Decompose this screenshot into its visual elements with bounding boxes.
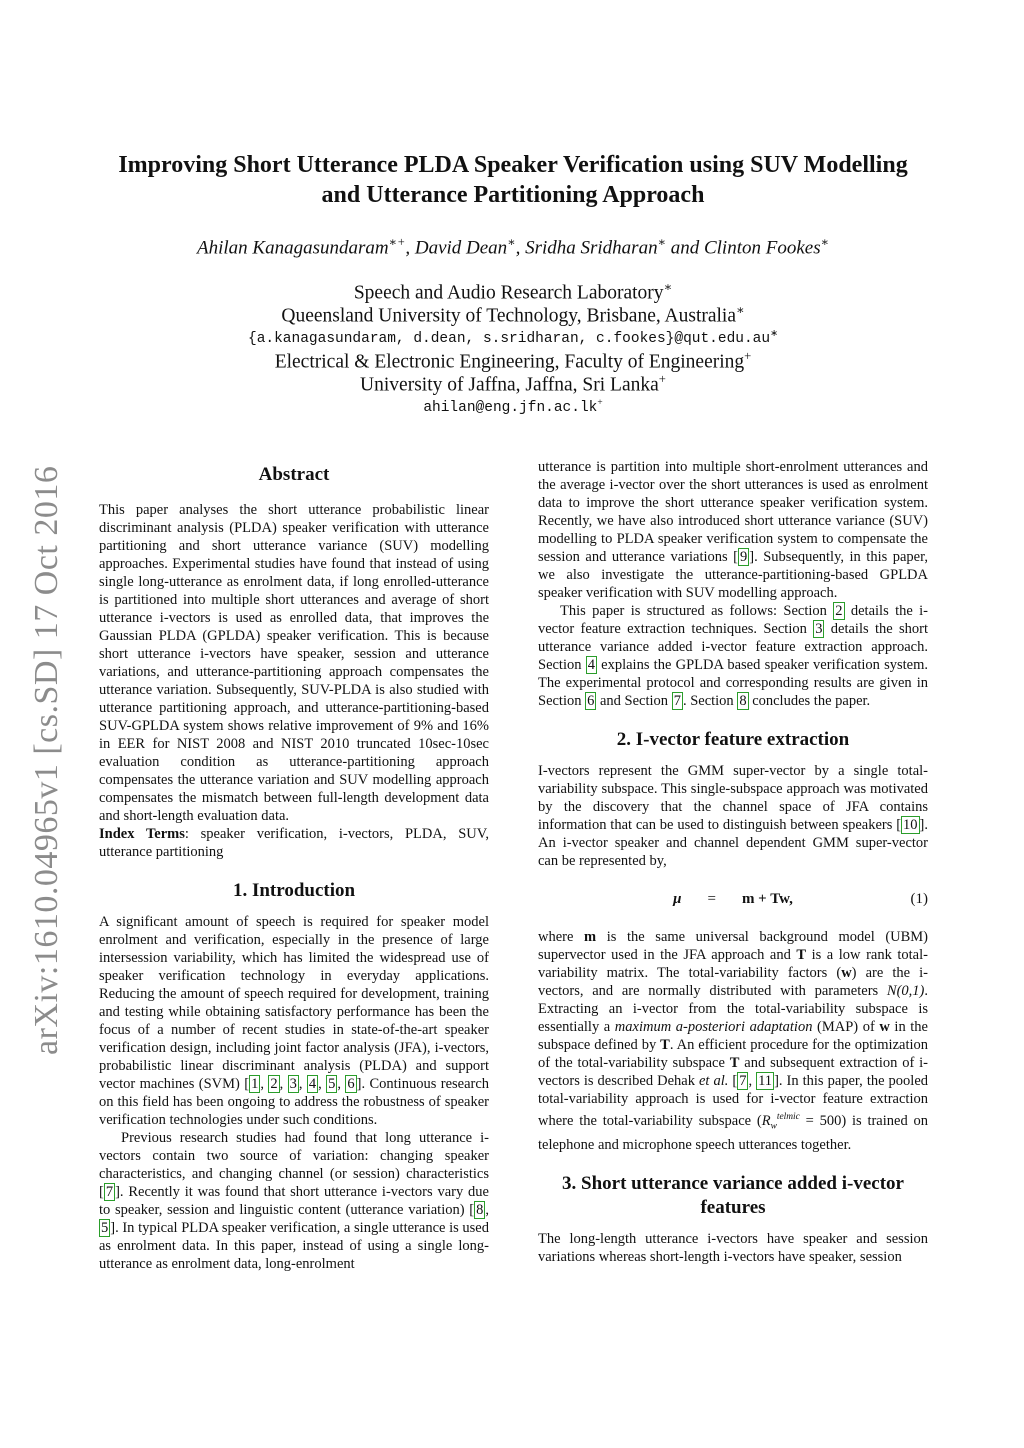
text-run: = 500) is trained on telephone and microphone speech utterances together. <box>538 1112 928 1153</box>
affil-mark: ∗ <box>736 303 745 317</box>
section-link[interactable]: 7 <box>673 693 681 709</box>
text-run: in the subspace defined by <box>538 1019 928 1053</box>
paper-title <box>90 150 936 210</box>
citation-link[interactable]: 3 <box>289 1076 297 1092</box>
text-run: concludes the paper. <box>748 693 871 709</box>
affiliation-text: Electrical & Electronic Engineering, Faculty of Engineering <box>274 351 745 373</box>
intro-paragraph-2: Previous research studies had found that long utterance i-vectors contain two source of variation: changing speaker characteristics, and changing channel (or session) characteristics [ 7 ]. Recently it was found that short utterance i-vectors vary due to speaker, session and linguistic content (utterance variation) [ 8 , 5 ]. In typical PLDA speaker verification, a single utterance is used as enrolment data. In this paper, instead of using a single long-utterance as enrolment data, long-enrolment <box>99 1130 489 1272</box>
ivector-section-heading: 2. I-vector feature extraction <box>616 729 850 750</box>
citation-link[interactable]: 6 <box>347 1076 355 1092</box>
paper-structure-paragraph <box>538 602 928 710</box>
section-link[interactable]: 6 <box>587 693 595 709</box>
citation-link[interactable]: 7 <box>105 1184 114 1200</box>
text-run: and Section <box>596 693 672 709</box>
index-terms <box>99 825 489 861</box>
email-text: {a.kanagasundaram, d.dean, s.sridharan, c.fookes}@qut.edu.au <box>248 330 771 347</box>
section-link[interactable]: 3 <box>815 621 823 637</box>
author-name: Ahilan Kanagasundaram <box>197 237 389 259</box>
introduction-heading: 1. Introduction <box>232 880 356 901</box>
text-run: utterance is partition into multiple short-enrolment utterances and the average i-vector over the short utterances is used as enrolment data to improve the short utterance speaker verification system. Recently, we have also introduced short utterance variance (SUV) modelling to PLDA speaker verification system to compensate the session and utterance variations [ <box>538 459 928 565</box>
left-column <box>99 455 489 1273</box>
author-list <box>90 230 936 260</box>
suv-paragraph-1: The long-length utterance i-vectors have speaker and session variations whereas short-length i-vectors have speaker, session <box>538 1230 928 1265</box>
text-run: explains the GPLDA based speaker verification system. The experimental protocol and corresponding results are given in Section <box>538 657 928 709</box>
text-run: . Extracting an i-vector from the total-variability subspace is essentially a <box>538 983 928 1035</box>
text-run: (MAP) of <box>812 1019 880 1035</box>
citation-link[interactable]: 7 <box>739 1073 747 1089</box>
heading-line: features <box>700 1196 766 1218</box>
index-terms-label: Index Terms <box>99 826 185 842</box>
equation-number: (1) <box>910 891 928 907</box>
math-symbol: m <box>584 929 597 945</box>
math-superscript: telmic <box>776 1112 800 1122</box>
citation-link[interactable]: 1 <box>251 1076 259 1092</box>
text-run: details the i-vector feature extraction techniques. Section <box>538 603 928 637</box>
abstract-heading: Abstract <box>258 464 330 485</box>
author-name: , Sridha Sridharan <box>515 237 658 259</box>
author-affil-mark: ∗+ <box>388 235 406 249</box>
citation-link[interactable]: 8 <box>476 1202 484 1218</box>
text-run: This paper is structured as follows: Section <box>560 603 834 619</box>
math-symbol: T <box>796 947 807 963</box>
math-symbol: T <box>729 1055 740 1071</box>
affil-mark: + <box>744 349 752 363</box>
citation-link[interactable]: 9 <box>739 549 748 565</box>
text-run: . Section <box>682 693 738 709</box>
text-run: ]. In this paper, the pooled total-variability approach is used for i-vector feature extraction where the total-variability subspace ( <box>538 1073 929 1129</box>
text-run: I-vectors represent the GMM super-vector by a single total-variability subspace. This single-subspace approach was motivated by the discovery that the channel space of JFA contains information that can be used to distinguish between speakers [ <box>538 763 928 833</box>
text-run: is the same universal background model (UBM) supervector used in the JFA approach and <box>538 929 929 963</box>
citation-link[interactable]: 5 <box>101 1220 109 1236</box>
ivector-paragraph-2: where m is the same universal background model (UBM) supervector used in the JFA approach and T is a low rank total-variability matrix. The total-variability factors (w) are the i-vectors, and are normally distributed with parameters N(0,1). Extracting an i-vector from the total-variability subspace is essentially a maximum a-posteriori adaptation (MAP) of w in the subspace defined by T. An efficient procedure for the optimization of the total-variability subspace T and subsequent extraction of i-vectors is described Dehak et al. [ 7 , 11 ]. In this paper, the pooled total-variability approach is used for i-vector feature extraction where the total-variability subspace $(R_w^{telmic} = 500)$ is trained on telephone and microphone speech utterances together. <box>538 929 929 1153</box>
author-email-2 <box>90 393 936 418</box>
text-run: where <box>538 929 585 945</box>
section-link[interactable]: 2 <box>835 603 843 619</box>
math-symbol: N(0,1) <box>886 983 925 999</box>
text-run: details the short utterance variance added i-vector feature extraction approach. Section <box>538 621 928 673</box>
intro-paragraph-1: A significant amount of speech is required for speaker model enrolment and verification, especially in the presence of large intersession variability, which has limited the widespread use of speaker verification technology in everyday applications. Reducing the amount of speech required for development, training and testing while obtaining satisfactory performance has been the focus of a number of recent studies in state-of-the-art speaker verification design, including joint factor analysis (JFA), i-vectors, probabilistic linear discriminant analysis (PLDA) and support vector machines (SVM) [ 1 , 2 , 3 , 4 , 5 , 6 ]. Continuous research on this field has been ongoing to address the robustness of speaker verification technologies under such conditions. <box>99 914 490 1128</box>
affil-mark: + <box>597 398 603 408</box>
author-affil-mark: ∗ <box>657 235 666 249</box>
text-run: ]. Subsequently, in this paper, we also investigate the utterance-partitioning-based GPLDA speaker verification with SUV modelling approach. <box>538 549 928 601</box>
suv-section-heading <box>538 1172 928 1220</box>
equation-1 <box>538 890 928 908</box>
math-symbol: w <box>841 965 852 981</box>
emphasis-text: et al. <box>698 1073 729 1089</box>
affil-mark: ∗ <box>663 280 673 294</box>
heading-line: 3. Short utterance variance added i-vector <box>562 1172 904 1194</box>
math-subscript: w <box>770 1121 777 1132</box>
affil-mark: + <box>658 372 666 386</box>
abstract-text: This paper analyses the short utterance probabilistic linear discriminant analysis (PLDA) speaker verification with utterance partitioning and short utterance variance (SUV) modelling approaches. Experimental studies have found that instead of using single long-utterance as enrolment data, if long enrolled-utterance is partitioned into multiple short utterances and average of short utterance i-vectors is used as enrolled data, that improves the Gaussian PLDA (GPLDA) speaker verification. This is because short utterance i-vectors have speaker, session and utterance variations, and utterance-partitioning approach compensates the utterance variation. Subsequently, SUV-PLDA is also studied with utterance partitioning approach, and utterance-partitioning-based SUV-GPLDA system shows relative improvement of 9% and 16% in EER for NIST 2008 and NIST 2010 truncated 10sec-10sec evaluation condition as utterance-partitioning approach compensates the utterance variation and SUV modelling approach compensates the mismatch between full-length development data and short-length evaluation data. <box>99 502 489 824</box>
text-run: Previous research studies had found that long utterance i-vectors contain two source of variation: changing speaker characteristics, and changing channel (or session) characteristics [ <box>99 1130 489 1200</box>
text-run: is a low rank total-variability matrix. The total-variability factors ( <box>538 947 928 981</box>
math-symbol: w <box>879 1019 890 1035</box>
text-run: [ <box>728 1073 738 1089</box>
text-run: ]. Continuous research on this field has been ongoing to address the robustness of speaker verification technologies under such conditions. <box>99 1076 490 1128</box>
text-run: ]. In typical PLDA speaker verification, a single utterance is used as enrolment data. In this paper, instead of using a single long-utterance as enrolment data, long-enrolment <box>99 1220 489 1272</box>
arxiv-identifier: arXiv:1610.04965v1 [cs.SD] 17 Oct 2016 <box>28 465 65 1055</box>
citation-link[interactable]: 2 <box>270 1076 278 1092</box>
index-terms-text: : speaker verification, i-vectors, PLDA, SUV, utterance partitioning <box>99 826 489 860</box>
citation-link[interactable]: 4 <box>308 1076 317 1092</box>
ivector-paragraph-1 <box>538 762 928 870</box>
equation-rhs: m + Tw, <box>741 891 793 907</box>
author-affil-mark: ∗ <box>820 235 829 249</box>
emphasis-text: maximum a-posteriori adaptation <box>614 1019 813 1035</box>
section-link[interactable]: 8 <box>739 693 747 709</box>
equation-equals: = <box>707 891 716 907</box>
text-run: ]. Recently it was found that short utterance i-vectors vary due to speaker, session and linguistic content (utterance variation) [ <box>99 1184 489 1218</box>
citation-link[interactable]: 5 <box>328 1076 336 1092</box>
title-line-2: and Utterance Partitioning Approach <box>321 182 705 208</box>
affil-mark: ∗ <box>770 329 778 339</box>
author-name: and Clinton Fookes <box>665 237 821 259</box>
citation-link[interactable]: 10 <box>903 817 918 833</box>
intro-continued-paragraph <box>538 458 928 602</box>
text-run: ]. An i-vector speaker and channel dependent GMM super-vector can be represented by, <box>538 817 928 869</box>
text-run: A significant amount of speech is required for speaker model enrolment and verification, especially in the presence of large intersession variability, which has limited the widespread use of speaker verification technology in everyday applications. Reducing the amount of speech required for development, training and testing while obtaining satisfactory performance has been the focus of a number of recent studies in state-of-the-art speaker verification design, including joint factor analysis (JFA), i-vectors, probabilistic linear discriminant analysis (PLDA) and support vector machines (SVM) [ <box>99 914 489 1092</box>
affiliation-text: Queensland University of Technology, Brisbane, Australia <box>281 305 736 327</box>
affiliation-text: University of Jaffna, Jaffna, Sri Lanka <box>360 374 659 396</box>
math-symbol: T <box>660 1037 670 1053</box>
math-symbol: R <box>761 1112 771 1129</box>
right-column <box>538 458 928 1266</box>
email-text: ahilan@eng.jfn.ac.lk <box>423 399 598 416</box>
author-name: , David Dean <box>405 237 508 259</box>
affiliation-text: Speech and Audio Research Laboratory <box>353 282 664 304</box>
section-link[interactable]: 4 <box>587 657 595 673</box>
author-affil-mark: ∗ <box>507 235 516 249</box>
title-line-1: Improving Short Utterance PLDA Speaker Verification using SUV Modelling <box>118 152 908 178</box>
text-run: ) are the i-vectors, and are normally distributed with parameters <box>538 965 928 999</box>
equation-lhs: μ <box>673 891 682 907</box>
text-run: . An efficient procedure for the optimization of the total-variability subspace <box>538 1037 928 1071</box>
citation-link[interactable]: 11 <box>758 1073 773 1089</box>
text-run: and subsequent extraction of i-vectors is described Dehak <box>538 1055 928 1089</box>
